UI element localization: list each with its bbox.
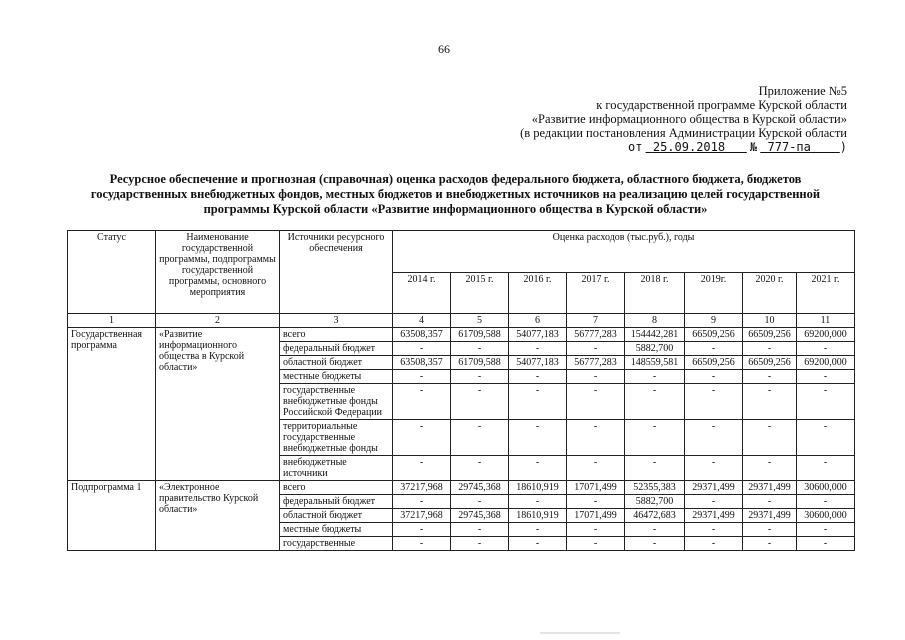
header-year: 2016 г. [509, 272, 567, 314]
row-value: - [393, 537, 451, 551]
header-year: 2020 г. [743, 272, 797, 314]
row-value: - [509, 456, 567, 481]
row-value: - [509, 420, 567, 456]
row-value: - [797, 370, 855, 384]
column-number: 3 [280, 314, 393, 328]
row-value: - [625, 537, 685, 551]
row-value: 18610,919 [509, 509, 567, 523]
header-year: 2019г. [685, 272, 743, 314]
row-value: - [743, 523, 797, 537]
row-value: - [509, 523, 567, 537]
row-value: 29745,368 [451, 481, 509, 495]
row-value: - [509, 384, 567, 420]
row-value: - [509, 370, 567, 384]
row-value: - [509, 537, 567, 551]
row-value: - [743, 384, 797, 420]
scan-artifact [540, 632, 620, 634]
appendix-line-1: Приложение №5 [758, 84, 847, 98]
row-value: - [393, 456, 451, 481]
header-status: Статус [68, 231, 156, 314]
row-value: 30600,000 [797, 509, 855, 523]
row-source: всего [280, 481, 393, 495]
row-value: 69200,000 [797, 328, 855, 342]
row-value: - [625, 523, 685, 537]
row-value: - [685, 523, 743, 537]
row-value: - [567, 537, 625, 551]
row-source: федеральный бюджет [280, 495, 393, 509]
row-value: - [685, 537, 743, 551]
row-value: 148559,581 [625, 356, 685, 370]
row-value: 66509,256 [685, 328, 743, 342]
row-value: - [451, 523, 509, 537]
column-number: 10 [743, 314, 797, 328]
resource-table [67, 230, 855, 551]
row-value: - [393, 342, 451, 356]
row-value: - [567, 420, 625, 456]
row-value: 29371,499 [685, 481, 743, 495]
row-value: 66509,256 [743, 356, 797, 370]
row-value: 29371,499 [685, 509, 743, 523]
row-value: - [743, 456, 797, 481]
row-value: - [797, 495, 855, 509]
row-value: 17071,499 [567, 509, 625, 523]
header-row-1 [68, 231, 855, 273]
row-value: 66509,256 [685, 356, 743, 370]
row-value: - [743, 342, 797, 356]
row-value: - [625, 420, 685, 456]
row-value: - [743, 537, 797, 551]
column-number: 6 [509, 314, 567, 328]
row-value: - [393, 495, 451, 509]
header-name: Наименование государственной программы, подпрограммы государственной программы, основного мероприятия [156, 231, 280, 314]
row-value: 56777,283 [567, 328, 625, 342]
header-year: 2018 г. [625, 272, 685, 314]
row-value: 54077,183 [509, 328, 567, 342]
row-value: - [685, 384, 743, 420]
table-row [68, 328, 855, 342]
row-source: внебюджетные источники [280, 456, 393, 481]
row-program-name: «Электронное правительство Курской области» [156, 481, 280, 551]
page-number: 66 [438, 42, 450, 56]
header-year: 2015 г. [451, 272, 509, 314]
column-number: 5 [451, 314, 509, 328]
row-source: государственные [280, 537, 393, 551]
row-value: - [685, 456, 743, 481]
header-year: 2021 г. [797, 272, 855, 314]
row-value: 37217,968 [393, 509, 451, 523]
row-source: территориальные государственные внебюджетные фонды [280, 420, 393, 456]
row-value: 46472,683 [625, 509, 685, 523]
row-value: 29371,499 [743, 481, 797, 495]
row-value: 61709,588 [451, 356, 509, 370]
number-prefix: № [749, 140, 758, 154]
row-value: - [797, 523, 855, 537]
row-value: - [685, 495, 743, 509]
row-value: - [797, 384, 855, 420]
column-number: 7 [567, 314, 625, 328]
row-value: 69200,000 [797, 356, 855, 370]
row-status: Государственная программа [68, 328, 156, 481]
row-value: 29371,499 [743, 509, 797, 523]
column-number: 4 [393, 314, 451, 328]
row-source: областной бюджет [280, 509, 393, 523]
row-value: 56777,283 [567, 356, 625, 370]
row-source: местные бюджеты [280, 370, 393, 384]
row-value: - [393, 523, 451, 537]
row-value: - [451, 495, 509, 509]
row-value: - [393, 370, 451, 384]
appendix-block [487, 84, 847, 154]
row-value: 18610,919 [509, 481, 567, 495]
row-value: - [567, 456, 625, 481]
row-value: - [451, 420, 509, 456]
column-number: 9 [685, 314, 743, 328]
row-value: - [567, 495, 625, 509]
row-value: - [797, 456, 855, 481]
row-value: - [797, 342, 855, 356]
row-source: федеральный бюджет [280, 342, 393, 356]
row-value: - [567, 523, 625, 537]
appendix-date-line [487, 140, 847, 154]
row-value: - [685, 370, 743, 384]
row-status: Подпрограмма 1 [68, 481, 156, 551]
row-value: - [625, 370, 685, 384]
table-row [68, 481, 855, 495]
column-number-row [68, 314, 855, 328]
row-value: - [393, 384, 451, 420]
resolution-date: 25.09.2018 [652, 140, 726, 154]
close-paren: ) [839, 140, 847, 154]
header-year: 2014 г. [393, 272, 451, 314]
row-value: - [743, 370, 797, 384]
row-value: - [685, 342, 743, 356]
header-sources: Источники ресурсного обеспечения [280, 231, 393, 314]
row-value: 52355,383 [625, 481, 685, 495]
column-number: 11 [797, 314, 855, 328]
row-value: 17071,499 [567, 481, 625, 495]
row-value: 63508,357 [393, 328, 451, 342]
date-prefix: от [628, 140, 643, 154]
row-program-name: «Развитие информационного общества в Курской области» [156, 328, 280, 481]
header-year: 2017 г. [567, 272, 625, 314]
row-value: 154442,281 [625, 328, 685, 342]
row-value: 54077,183 [509, 356, 567, 370]
row-value: - [393, 420, 451, 456]
row-value: - [567, 370, 625, 384]
row-value: - [451, 537, 509, 551]
row-value: 5882,700 [625, 495, 685, 509]
row-value: - [451, 342, 509, 356]
column-number: 1 [68, 314, 156, 328]
row-source: местные бюджеты [280, 523, 393, 537]
row-value: - [509, 342, 567, 356]
row-value: - [685, 420, 743, 456]
resolution-number: 777-па [767, 140, 811, 154]
row-value: 61709,588 [451, 328, 509, 342]
row-value: 5882,700 [625, 342, 685, 356]
row-value: - [743, 420, 797, 456]
row-value: 66509,256 [743, 328, 797, 342]
row-source: всего [280, 328, 393, 342]
row-value: 63508,357 [393, 356, 451, 370]
appendix-line-4: (в редакции постановления Администрации Курской области [520, 126, 847, 140]
row-value: - [567, 342, 625, 356]
row-value: - [797, 537, 855, 551]
header-estimate: Оценка расходов (тыс.руб.), годы [393, 231, 855, 273]
row-value: - [451, 370, 509, 384]
row-value: - [451, 384, 509, 420]
row-value: - [509, 495, 567, 509]
row-value: - [743, 495, 797, 509]
row-source: областной бюджет [280, 356, 393, 370]
row-value: - [625, 456, 685, 481]
row-value: 29745,368 [451, 509, 509, 523]
document-title: Ресурсное обеспечение и прогнозная (справочная) оценка расходов федерального бюджета, областного бюджета, бюджетов государственных внебюджетных фондов, местных бюджетов и внебюджетных источников на реализацию целей государственной программы Курской области «Развитие информационного общества в Курской области» [90, 172, 821, 216]
table-body [68, 231, 855, 551]
row-source: государственные внебюджетные фонды Российской Федерации [280, 384, 393, 420]
column-number: 8 [625, 314, 685, 328]
row-value: - [451, 456, 509, 481]
row-value: 30600,000 [797, 481, 855, 495]
column-number: 2 [156, 314, 280, 328]
appendix-line-2: к государственной программе Курской области [596, 98, 847, 112]
row-value: - [625, 384, 685, 420]
row-value: 37217,968 [393, 481, 451, 495]
row-value: - [797, 420, 855, 456]
row-value: - [567, 384, 625, 420]
appendix-line-3: «Развитие информационного общества в Курской области» [531, 112, 847, 126]
